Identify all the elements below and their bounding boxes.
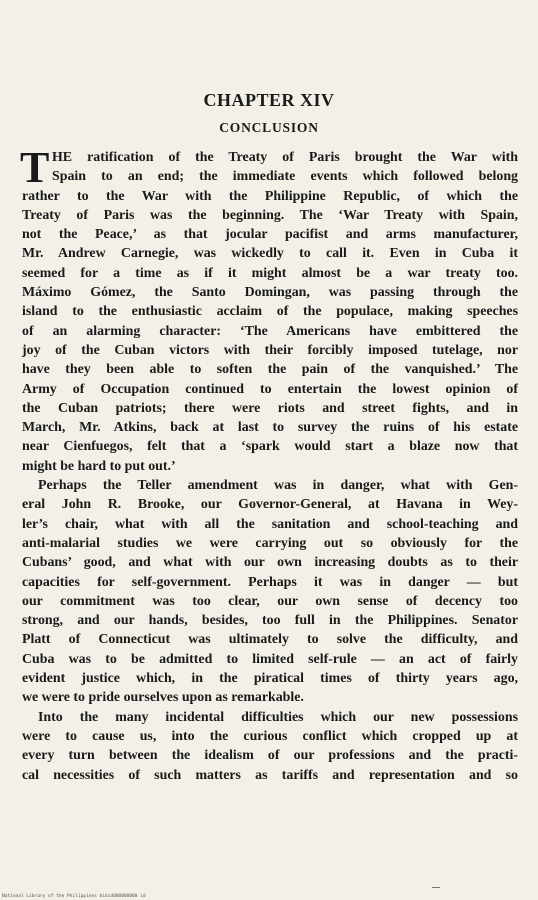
- text-line: capacities for self-government. Perhaps it was in danger — but: [22, 574, 518, 590]
- text-line: joy of the Cuban victors with their forcibly imposed tutelage, nor: [22, 342, 518, 358]
- text-line: island to the enthusiastic acclaim of the populace, making speeches: [22, 304, 518, 320]
- text-line: Cubans’ good, and what with our own increasing doubts as to their: [22, 555, 518, 571]
- page-mark: [432, 887, 440, 888]
- text-line: of an alarming character: ‘The Americans have embittered the: [22, 323, 518, 339]
- text-line: March, Mr. Atkins, back at last to survey the ruins of his estate: [22, 420, 518, 436]
- text-line: Into the many incidental difficulties which our new possessions: [38, 709, 518, 725]
- text-line: HE ratification of the Treaty of Paris brought the War with: [52, 150, 518, 165]
- drop-cap: T: [20, 143, 50, 192]
- scan-watermark: National Library of the Philippines bibid000000000 id: [2, 894, 146, 899]
- body-text: [20, 143, 518, 785]
- text-line: Treaty of Paris was the beginning. The ‘War Treaty with Spain,: [22, 207, 518, 223]
- text-line: ler’s chair, what with all the sanitation and school-teaching and: [22, 516, 518, 532]
- text-line: anti-malarial studies we were carrying out so obviously for the: [22, 535, 518, 551]
- text-line: Army of Occupation continued to entertain the lowest opinion of: [22, 381, 518, 397]
- text-line: Máximo Gómez, the Santo Domingan, was passing through the: [22, 285, 518, 301]
- text-line: might be hard to put out.’: [22, 458, 176, 474]
- text-line: eral John R. Brooke, our Governor-General, at Havana in Wey-: [22, 497, 518, 513]
- chapter-heading: CHAPTER XIV: [203, 90, 335, 110]
- text-line: strong, and our hands, besides, too full in the Philippines. Senator: [22, 613, 518, 629]
- text-line: Spain to an end; the immediate events which followed belong: [52, 169, 518, 185]
- text-line: Platt of Connecticut was ultimately to solve the difficulty, and: [22, 632, 518, 648]
- text-line: Mr. Andrew Carnegie, was wickedly to call it. Even in Cuba it: [22, 246, 518, 262]
- text-line: have they been able to soften the pain of the vanquished.’ The: [22, 362, 518, 378]
- text-line: not the Peace,’ as that jocular pacifist and arms manufacturer,: [22, 227, 518, 243]
- text-line: we were to pride ourselves upon as remarkable.: [22, 690, 304, 706]
- text-line: near Cienfuegos, felt that a ‘spark would start a blaze now that: [22, 439, 518, 455]
- text-line: our commitment was too clear, our own sense of decency too: [22, 593, 518, 609]
- text-line: Cuba was to be admitted to limited self-rule — an act of fairly: [22, 651, 518, 667]
- text-line: every turn between the idealism of our professions and the practi-: [22, 748, 518, 764]
- text-line: rather to the War with the Philippine Republic, of which the: [22, 188, 518, 204]
- text-line: evident justice which, in the piratical times of thirty years ago,: [22, 671, 518, 687]
- text-line: the Cuban patriots; there were riots and street fights, and in: [22, 400, 518, 416]
- text-line: cal necessities of such matters as tariffs and representation and so: [22, 767, 518, 783]
- text-line: Perhaps the Teller amendment was in danger, what with Gen-: [38, 478, 518, 494]
- text-line: were to cause us, into the curious conflict which cropped up at: [22, 728, 518, 744]
- text-line: seemed for a time as if it might almost be a war treaty too.: [22, 265, 518, 281]
- chapter-title: CONCLUSION: [219, 120, 319, 135]
